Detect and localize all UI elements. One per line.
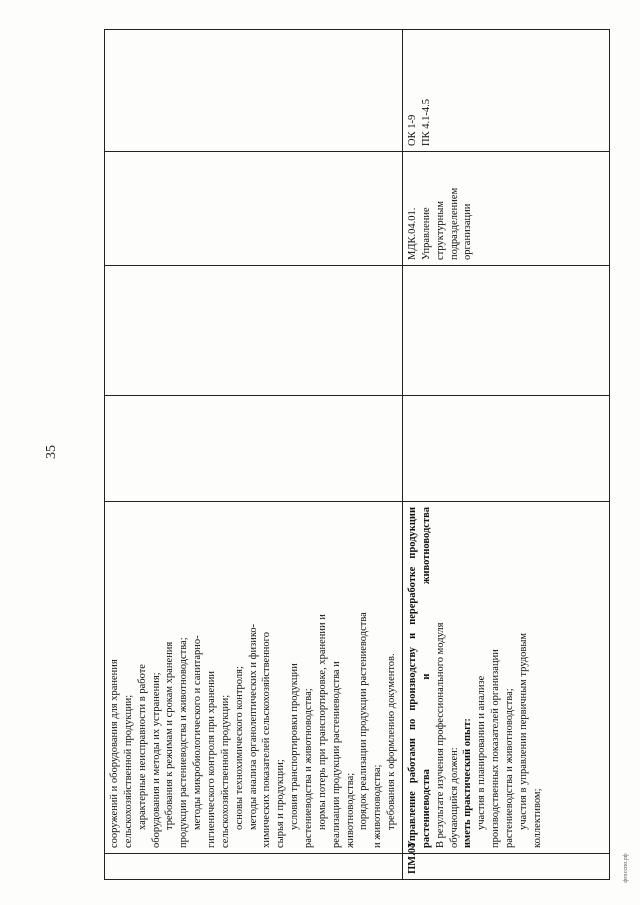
competency-line: ПК 4.1-4.5 (420, 99, 432, 146)
description-line: методы анализа органолептических и физико- (247, 623, 259, 830)
module-code-cell (105, 854, 403, 880)
description-line: химических показателей сельскохозяйственного (261, 632, 273, 848)
description-line: условия транспортировки продукции (289, 663, 301, 830)
empty-cell (105, 396, 403, 502)
description-line: характерные неисправности в работе (136, 664, 148, 830)
description-line: животноводства; (344, 772, 356, 848)
curriculum-table-container (104, 30, 610, 880)
footer-watermark: фгосспо.рф (623, 853, 629, 883)
description-cell (105, 502, 403, 854)
mdk-line: организации (462, 203, 474, 260)
description-line: реализации продукции растениеводства и (330, 661, 342, 848)
description-line: оборудования и методы их устранения; (150, 672, 162, 848)
mdk-line: структурным (434, 201, 446, 260)
curriculum-table (104, 29, 610, 880)
module-code-cell: ПМ.04 (403, 854, 610, 880)
description-line: методы микробиологического и санитарно- (192, 635, 204, 830)
empty-cell (403, 266, 610, 396)
module-subheading: иметь практический опыт: (462, 718, 474, 848)
experience-item: растениеводства и животноводства; (504, 688, 516, 848)
description-line: продукции растениеводства и животноводства; (178, 637, 190, 848)
competencies-cell (403, 30, 610, 152)
module-title: Управление работами по производству и переработке продукции растениеводства и животноводства (407, 507, 432, 848)
description-line: требования к режимам и срокам хранения (164, 641, 176, 830)
description-line: и животноводства; (372, 764, 384, 848)
mdk-line: Управление (420, 207, 432, 260)
description-line: гигиенического контроля при хранении (206, 671, 218, 848)
description-line: растениеводства и животноводства; (303, 688, 315, 848)
competency-line: ОК 1-9 (407, 114, 419, 146)
intro-line: В результате изучения профессионального модуля (434, 622, 446, 848)
mdk-cell (403, 152, 610, 266)
mdk-line: МДК.04.01. (407, 207, 419, 260)
description-line: сельскохозяйственной продукции; (219, 694, 231, 848)
empty-cell (105, 152, 403, 266)
description-line: сырья и продукции; (275, 759, 287, 848)
experience-item: участия в управлении первичным трудовым (517, 632, 529, 830)
experience-item: коллективом; (531, 788, 543, 848)
experience-item: производственных показателей организации (490, 649, 502, 848)
table-row (403, 30, 610, 880)
empty-cell (403, 396, 610, 502)
description-line: нормы потерь при транспортировке, хранении и (316, 614, 328, 830)
description-line: требования к оформлению документов. (386, 653, 398, 830)
description-line: сельскохозяйственной продукции; (122, 694, 134, 848)
page-number: 35 (44, 445, 59, 459)
competency-lines (406, 35, 434, 146)
module-items (475, 507, 544, 848)
experience-item: участия в планировании и анализе (476, 675, 488, 830)
mdk-line: подразделением (448, 187, 460, 260)
empty-cell (105, 266, 403, 396)
description-lines (108, 507, 399, 848)
intro-line: обучающийся должен: (448, 747, 460, 848)
table-row (105, 30, 403, 880)
empty-cell (105, 30, 403, 152)
module-intro (434, 507, 462, 848)
description-line: основы технохимического контроля; (233, 666, 245, 830)
mdk-lines (406, 157, 475, 260)
description-line: сооружений и оборудования для хранения (109, 659, 120, 848)
description-cell (403, 502, 610, 854)
description-line: порядок реализации продукции растениеводства (358, 612, 370, 830)
